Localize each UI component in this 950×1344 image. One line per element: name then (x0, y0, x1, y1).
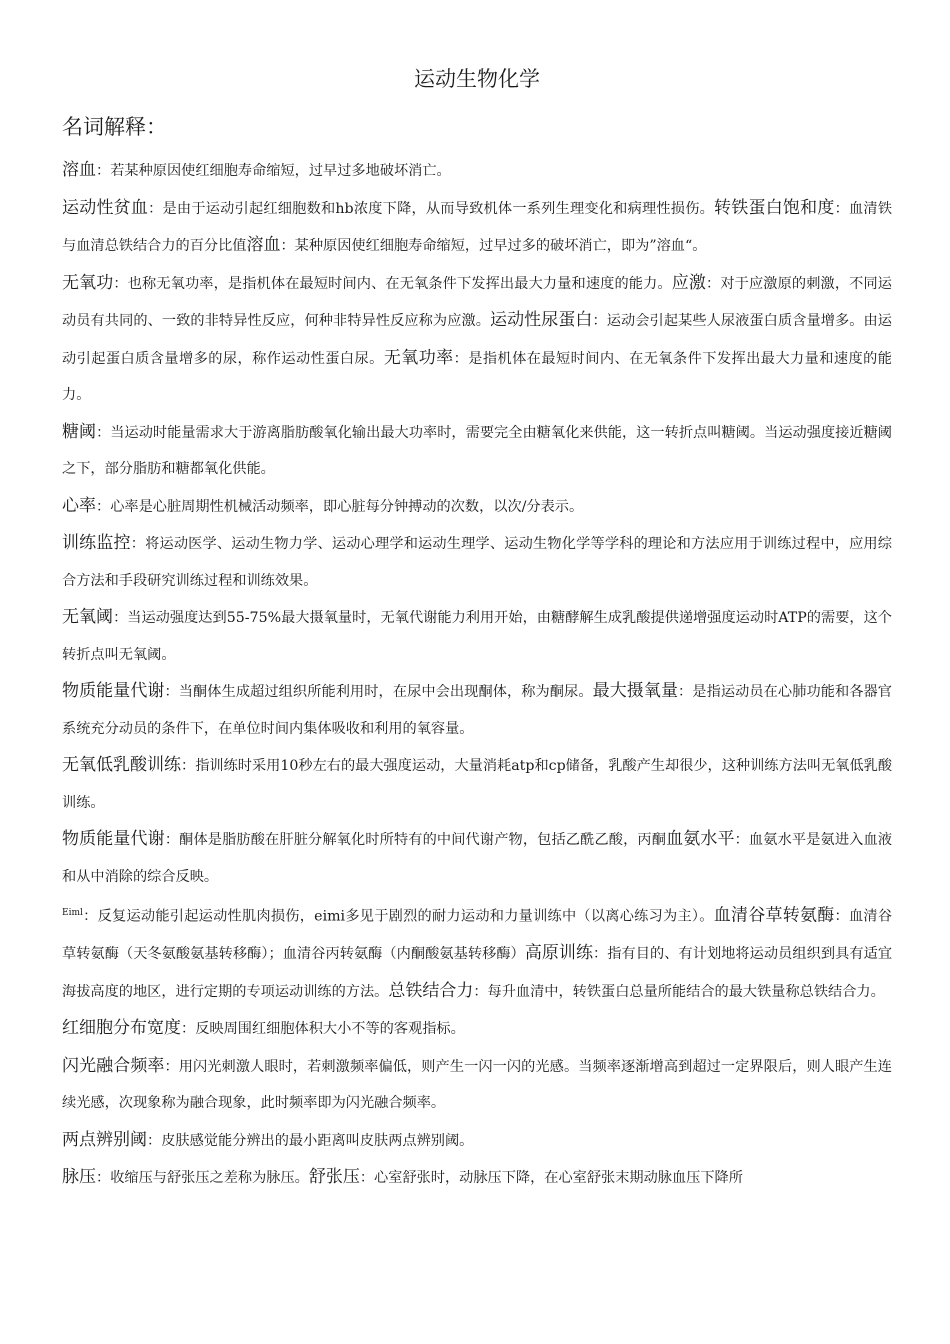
definition-text: ：将运动医学、运动生物力学、运动心理学和运动生理学、运动生物化学等学科的理论和方法应用于训练过程中，应用综合方法和手段研究训练过程和训练效果。 (62, 536, 892, 589)
definition-text: ：若某种原因使红细胞寿命缩短，过早过多地破坏消亡。 (96, 163, 451, 179)
term: 心率 (62, 495, 96, 516)
definition-paragraph (62, 525, 892, 599)
definition-paragraph (62, 265, 892, 414)
term: 运动性尿蛋白 (490, 310, 593, 330)
section-heading: 名词解释： (62, 115, 167, 139)
definition-text: ：当运动强度达到55-75%最大摄氧量时，无氧代谢能力利用开始，由糖酵解生成乳酸提供递增强度运动时ATP的需要，这个转折点叫无氧阈。 (62, 610, 892, 663)
definition-text: ：收缩压与舒张压之差称为脉压。 (96, 1170, 309, 1187)
definition-text: ：皮肤感觉能分辨出的最小距离叫皮肤两点辨别阈。 (147, 1132, 474, 1149)
term: 溶血 (246, 235, 281, 255)
definition-text: ：血清铁与血清总铁结合力的百分比值 (62, 200, 893, 254)
term: 血氨水平 (666, 829, 735, 849)
definition-paragraph (62, 599, 892, 673)
term: 无氧功率 (383, 347, 454, 368)
definition-text: ：血氨水平是氨进入血液和从中消除的综合反映。 (62, 832, 893, 885)
term: 糖阈 (62, 421, 97, 442)
definition-paragraph (62, 895, 892, 1010)
term: 总铁结合力 (388, 980, 474, 1001)
term: 最大摄氧量 (592, 681, 679, 701)
term: 无氧功 (62, 272, 114, 293)
definition-paragraph (62, 1122, 892, 1160)
definitions-list (62, 152, 892, 1197)
term: 无氧阈 (62, 607, 114, 627)
term: 物质能量代谢 (62, 829, 165, 849)
term: 无氧低乳酸训练 (62, 755, 182, 775)
definition-text: ：某种原因使红细胞寿命缩短，过早过多的破坏消亡，即为”溶血“。 (280, 238, 707, 254)
term-small: Eiml (62, 908, 83, 918)
term: 溶血 (62, 160, 96, 180)
term: 血清谷草转氨酶 (713, 905, 835, 926)
term: 运动性贫血 (62, 197, 149, 218)
definition-paragraph (62, 1159, 892, 1197)
definition-text: ：心室舒张时，动脉压下降，在心室舒张末期动脉血压下降所 (359, 1170, 743, 1187)
definition-text: ：是由于运动引起红细胞数和hb浓度下降，从而导致机体一系列生理变化和病理性损伤。 (148, 200, 715, 217)
document-page (62, 62, 892, 1197)
definition-text: ：当运动时能量需求大于游离脂肪酸氧化输出最大功率时，需要完全由糖氧化来供能，这一转折点叫糖阈。当运动强度接近糖阈之下，部分脂肪和糖都氧化供能。 (62, 424, 892, 477)
term: 训练监控 (62, 533, 131, 553)
definition-paragraph (62, 1010, 892, 1048)
definition-paragraph (62, 152, 892, 190)
term: 转铁蛋白饱和度 (714, 197, 835, 218)
definition-paragraph (62, 821, 892, 895)
definition-text: ：心率是心脏周期性机械活动频率，即心脏每分钟搏动的次数，以次/分表示。 (96, 498, 584, 515)
definition-paragraph (62, 414, 892, 488)
term: 闪光融合频率 (62, 1055, 165, 1076)
definition-paragraph (62, 488, 892, 526)
term: 两点辨别阈 (62, 1129, 147, 1150)
definition-paragraph (62, 190, 892, 265)
term: 物质能量代谢 (62, 681, 165, 701)
definition-text: ：反复运动能引起运动性肌肉损伤，eimi多见于剧烈的耐力运动和力量训练中（以离心练习为主）。 (82, 908, 714, 925)
definition-text: ：是指机体在最短时间内、在无氧条件下发挥出最大力量和速度的能力。 (62, 350, 892, 403)
definition-text: ：反映周围红细胞体积大小不等的客观指标。 (181, 1021, 465, 1038)
definition-text: ：酮体是脂肪酸在肝脏分解氧化时所特有的中间代谢产物，包括乙酰乙酸，丙酮 (164, 832, 667, 848)
definition-paragraph (62, 747, 892, 821)
term: 高原训练 (524, 943, 594, 964)
definition-text: ：指有目的、有计划地将运动员组织到具有适宜海拔高度的地区，进行定期的专项运动训练的方法。 (62, 946, 893, 1000)
term: 脉压 (62, 1167, 96, 1188)
term: 舒张压 (308, 1167, 360, 1188)
definition-text: ：血清谷草转氨酶（天冬氨酸氨基转移酶）；血清谷丙转氨酶（内酮酸氨基转移酶） (62, 908, 893, 963)
definition-text: ：是指运动员在心肺功能和各器官系统充分动员的条件下，在单位时间内集体吸收和利用的氧容量。 (62, 684, 892, 737)
definition-text: ：指训练时采用10秒左右的最大强度运动，大量消耗atp和cp储备，乳酸产生却很少，这种训练方法叫无氧低乳酸训练。 (62, 758, 893, 811)
definition-paragraph (62, 1048, 892, 1122)
definition-text: ：当酮体生成超过组织所能利用时，在尿中会出现酮体，称为酮尿。 (164, 684, 593, 700)
term: 应激 (671, 272, 706, 293)
definition-text: ：每升血清中，转铁蛋白总量所能结合的最大铁量称总铁结合力。 (473, 983, 885, 1000)
definition-text: ：也称无氧功率，是指机体在最短时间内、在无氧条件下发挥出最大力量和速度的能力。 (113, 275, 672, 292)
definition-text: ：对于应激原的刺激，不同运动员有共同的、一致的非特异性反应，何种非特异性反应称为应激。 (62, 275, 892, 329)
definition-text: ：运动会引起某些人尿液蛋白质含量增多。由运动引起蛋白质含量增多的尿，称作运动性蛋白尿。 (62, 313, 892, 367)
document-title: 运动生物化学 (414, 67, 540, 91)
definition-text: ：用闪光刺激人眼时，若刺激频率偏低，则产生一闪一闪的光感。当频率逐渐增高到超过一定界限后，则人眼产生连续光感，次现象称为融合现象，此时频率即为闪光融合频率。 (62, 1058, 892, 1112)
definition-paragraph (62, 673, 892, 747)
term: 红细胞分布宽度 (62, 1018, 181, 1039)
